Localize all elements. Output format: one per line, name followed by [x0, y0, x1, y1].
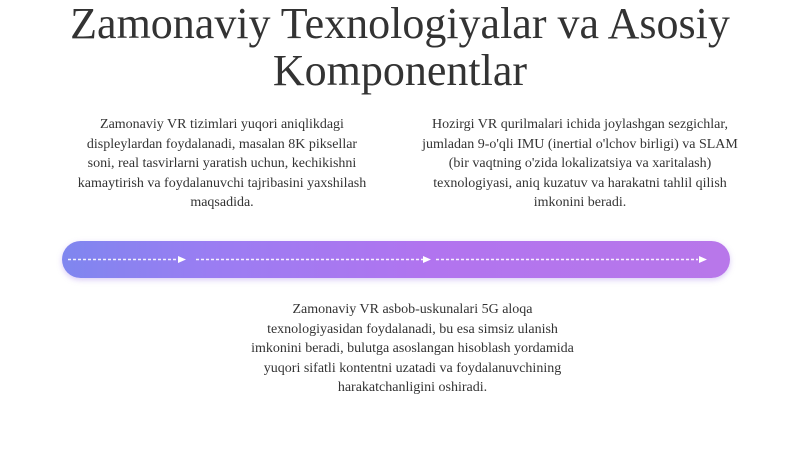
page-title-line-1: Zamonaviy Texnologiyalar va Asosiy — [70, 0, 730, 48]
bottom-paragraph: Zamonaviy VR asbob-uskunalari 5G aloqa texnologiyasidan foydalanadi, bu esa simsiz ulanish imkonini beradi, bulutga asoslangan hisoblash yordamida yuqori sifatli kontentni uzatadi va foydalanuvchining harakatchanligini oshiradi. — [251, 302, 574, 395]
left-paragraph: Zamonaviy VR tizimlari yuqori aniqlikdagi displeylardan foydalanadi, masalan 8K piksellar soni, real tasvirlarni yaratish uchun, kechikishni kamaytirish va foydalanuvchi tajribasini yaxshilash maqsadida. — [77, 117, 367, 210]
timeline-arrows — [62, 241, 730, 278]
arrow-right-icon — [178, 256, 186, 263]
arrow-right-icon — [423, 256, 431, 263]
page-title-line-2: Komponentlar — [272, 46, 528, 95]
timeline-bar — [62, 241, 730, 278]
page-title — [0, 0, 800, 94]
arrow-right-icon — [699, 256, 707, 263]
right-paragraph: Hozirgi VR qurilmalari ichida joylashgan sezgichlar, jumladan 9-o'qli IMU (inertial o'lchov birligi) va SLAM (bir vaqtning o'zida lokalizatsiya va xaritalash) texnologiyasi, aniq kuzatuv va harakatni tahlil qilish imkonini beradi. — [422, 117, 738, 210]
